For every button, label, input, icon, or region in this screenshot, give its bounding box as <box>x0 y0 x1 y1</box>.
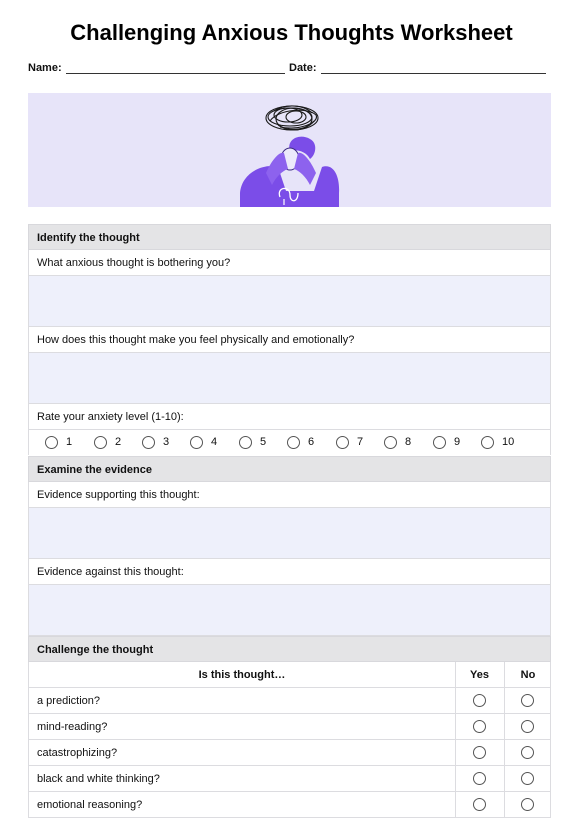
column-header-no: No <box>520 669 536 681</box>
date-label: Date: <box>289 62 317 74</box>
answer-feel-physically-box[interactable] <box>28 353 551 404</box>
rating-radio-4[interactable] <box>190 436 203 449</box>
table-row <box>28 766 551 792</box>
question-anxious-thought: What anxious thought is bothering you? <box>28 250 551 276</box>
row-label-emotional-reasoning: emotional reasoning? <box>37 799 143 811</box>
emotional-reasoning-no-radio[interactable] <box>521 798 534 811</box>
prediction-yes-radio[interactable] <box>473 694 486 707</box>
section-identify-heading: Identify the thought <box>28 224 551 250</box>
challenge-table-header <box>28 662 551 688</box>
table-row <box>28 688 551 714</box>
date-field[interactable] <box>321 73 546 74</box>
rating-radio-2[interactable] <box>94 436 107 449</box>
rating-label-6: 6 <box>308 436 315 448</box>
question-rate-anxiety: Rate your anxiety level (1-10): <box>28 404 551 430</box>
catastrophizing-no-radio[interactable] <box>521 746 534 759</box>
rating-radio-6[interactable] <box>287 436 300 449</box>
rating-radio-10[interactable] <box>481 436 494 449</box>
anxiety-rating-scale <box>28 430 551 455</box>
black-white-yes-radio[interactable] <box>473 772 486 785</box>
rating-radio-1[interactable] <box>45 436 58 449</box>
section-examine-heading: Examine the evidence <box>28 456 551 482</box>
catastrophizing-yes-radio[interactable] <box>473 746 486 759</box>
prediction-no-radio[interactable] <box>521 694 534 707</box>
rating-radio-9[interactable] <box>433 436 446 449</box>
row-label-prediction: a prediction? <box>37 695 100 707</box>
rating-label-5: 5 <box>260 436 267 448</box>
name-label: Name: <box>28 62 62 74</box>
rating-radio-8[interactable] <box>384 436 397 449</box>
rating-label-8: 8 <box>405 436 412 448</box>
emotional-reasoning-yes-radio[interactable] <box>473 798 486 811</box>
table-row <box>28 714 551 740</box>
table-row <box>28 740 551 766</box>
row-label-mind-reading: mind-reading? <box>37 721 108 733</box>
column-header-yes: Yes <box>470 669 489 681</box>
rating-radio-5[interactable] <box>239 436 252 449</box>
row-label-catastrophizing: catastrophizing? <box>37 747 118 759</box>
mind-reading-yes-radio[interactable] <box>473 720 486 733</box>
worksheet-title: Challenging Anxious Thoughts Worksheet <box>70 20 513 45</box>
question-evidence-supporting: Evidence supporting this thought: <box>28 482 551 508</box>
rating-label-7: 7 <box>357 436 364 448</box>
rating-label-2: 2 <box>115 436 122 448</box>
rating-label-9: 9 <box>454 436 461 448</box>
rating-label-4: 4 <box>211 436 218 448</box>
anxious-person-scribble-icon <box>28 93 551 207</box>
answer-evidence-supporting-box[interactable] <box>28 508 551 559</box>
rating-label-1: 1 <box>66 436 73 448</box>
black-white-no-radio[interactable] <box>521 772 534 785</box>
mind-reading-no-radio[interactable] <box>521 720 534 733</box>
rating-label-10: 10 <box>502 436 515 448</box>
rating-radio-3[interactable] <box>142 436 155 449</box>
section-challenge-heading: Challenge the thought <box>28 636 551 662</box>
rating-label-3: 3 <box>163 436 170 448</box>
rating-radio-7[interactable] <box>336 436 349 449</box>
row-label-black-white: black and white thinking? <box>37 773 160 785</box>
name-field[interactable] <box>66 73 285 74</box>
name-date-row <box>28 62 551 77</box>
answer-anxious-thought-box[interactable] <box>28 276 551 327</box>
question-feel-physically: How does this thought make you feel physically and emotionally? <box>28 327 551 353</box>
illustration-banner <box>28 93 551 207</box>
answer-evidence-against-box[interactable] <box>28 585 551 636</box>
table-row <box>28 792 551 818</box>
column-header-question: Is this thought… <box>198 669 286 681</box>
question-evidence-against: Evidence against this thought: <box>28 559 551 585</box>
